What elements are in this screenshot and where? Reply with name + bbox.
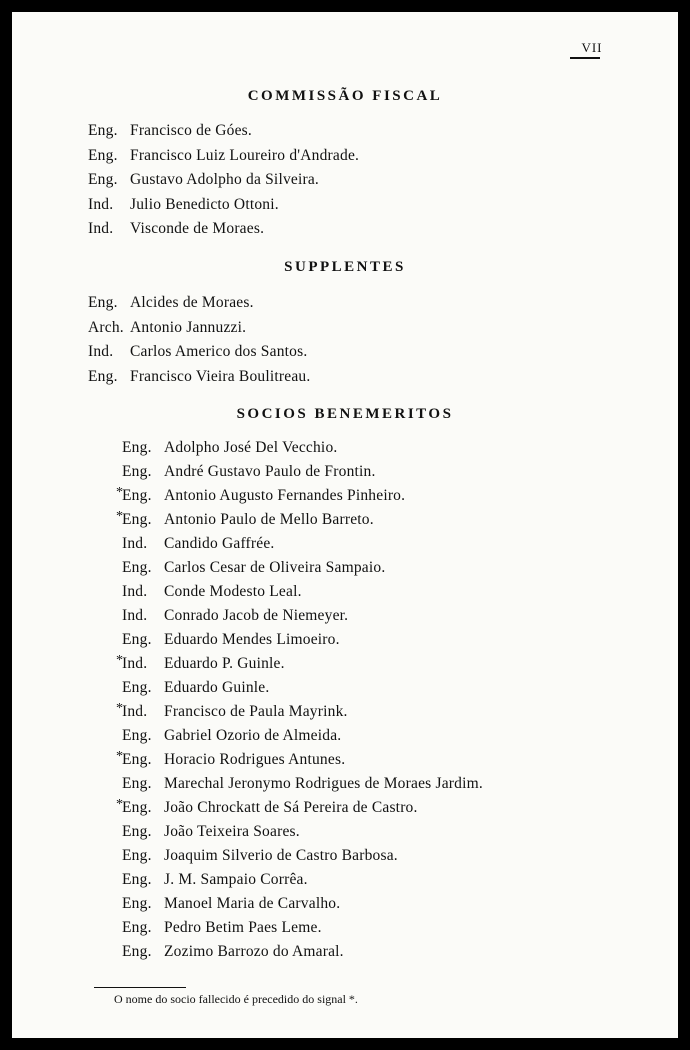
list-item xyxy=(116,653,285,673)
page-number: VII xyxy=(581,40,603,55)
member-name: Alcides de Moraes. xyxy=(130,294,254,311)
footnote-rule xyxy=(94,987,186,988)
list-item xyxy=(122,823,300,841)
list-item xyxy=(122,727,341,745)
list-item xyxy=(116,485,406,505)
title-prefix: Eng. xyxy=(88,294,118,311)
member-name: André Gustavo Paulo de Frontin. xyxy=(164,463,376,480)
member-name: Gustavo Adolpho da Silveira. xyxy=(130,171,319,189)
title-prefix: Ind. xyxy=(122,607,148,624)
member-name: J. M. Sampaio Corrêa. xyxy=(164,871,308,888)
member-name: Visconde de Moraes. xyxy=(130,220,265,238)
member-name: Gabriel Ozorio de Almeida. xyxy=(164,727,342,744)
list-item xyxy=(122,583,302,601)
member-name: Francisco de Paula Mayrink. xyxy=(164,703,348,720)
title-prefix: Eng. xyxy=(122,679,152,696)
list-item xyxy=(122,871,308,889)
list-item xyxy=(88,122,252,140)
list-item xyxy=(88,368,310,386)
title-prefix: Ind. xyxy=(88,220,114,238)
title-prefix: Eng. xyxy=(88,367,118,385)
deceased-marker: * xyxy=(116,797,124,812)
member-name: João Chrockatt de Sá Pereira de Castro. xyxy=(164,799,418,816)
list-item xyxy=(88,147,359,165)
list-item xyxy=(116,749,346,769)
title-prefix: Eng. xyxy=(122,727,152,744)
list-item xyxy=(88,171,319,189)
member-name: João Teixeira Soares. xyxy=(164,823,300,840)
deceased-marker: * xyxy=(116,653,124,668)
list-item xyxy=(122,895,340,913)
title-prefix: Eng. xyxy=(122,871,152,888)
title-prefix: Eng. xyxy=(122,919,152,936)
list-item xyxy=(122,943,344,961)
list-item xyxy=(122,775,483,793)
title-prefix: Arch. xyxy=(88,318,124,336)
member-name: Zozimo Barrozo do Amaral. xyxy=(164,943,344,960)
deceased-marker: * xyxy=(116,485,124,500)
member-name: Carlos Cesar de Oliveira Sampaio. xyxy=(164,559,386,576)
list-item xyxy=(88,343,307,361)
member-name: Joaquim Silverio de Castro Barbosa. xyxy=(164,847,398,864)
title-prefix: Ind. xyxy=(88,343,114,361)
title-prefix: Ind. xyxy=(122,703,148,720)
list-item xyxy=(116,509,374,529)
deceased-marker: * xyxy=(116,701,124,716)
title-prefix: Ind. xyxy=(122,583,148,600)
member-name: Francisco de Góes. xyxy=(130,122,252,139)
title-prefix: Eng. xyxy=(122,487,152,504)
member-name: Carlos Americo dos Santos. xyxy=(130,343,308,361)
list-item xyxy=(88,196,279,214)
title-prefix: Eng. xyxy=(122,631,152,648)
title-prefix: Ind. xyxy=(88,195,114,213)
member-name: Antonio Paulo de Mello Barreto. xyxy=(164,511,374,528)
deceased-marker: * xyxy=(116,509,124,524)
list-item xyxy=(122,847,398,865)
heading-supplentes: SUPPLENTES xyxy=(284,259,406,275)
member-name: Antonio Jannuzzi. xyxy=(130,318,247,336)
title-prefix: Eng. xyxy=(122,751,152,768)
member-name: Conrado Jacob de Niemeyer. xyxy=(164,607,349,624)
title-prefix: Ind. xyxy=(122,655,148,672)
title-prefix: Ind. xyxy=(122,535,148,552)
list-item xyxy=(122,607,348,625)
member-name: Marechal Jeronymo Rodrigues de Moraes Jardim. xyxy=(164,775,483,792)
title-prefix: Eng. xyxy=(122,895,152,912)
title-prefix: Eng. xyxy=(88,146,118,164)
list-item xyxy=(88,319,246,337)
list-item xyxy=(88,220,264,238)
member-name: Pedro Betim Paes Leme. xyxy=(164,919,322,936)
deceased-marker: * xyxy=(116,749,124,764)
title-prefix: Eng. xyxy=(122,943,152,960)
title-prefix: Eng. xyxy=(122,511,152,528)
list-item xyxy=(116,701,348,721)
member-name: Candido Gaffrée. xyxy=(164,535,275,552)
member-name: Manoel Maria de Carvalho. xyxy=(164,895,341,912)
document-page xyxy=(12,12,678,1038)
member-name: Adolpho José Del Vecchio. xyxy=(164,439,338,456)
member-name: Julio Benedicto Ottoni. xyxy=(130,195,279,213)
title-prefix: Eng. xyxy=(122,463,152,480)
heading-commissao-fiscal: COMMISSÃO FISCAL xyxy=(247,88,443,104)
list-item xyxy=(122,463,376,481)
title-prefix: Eng. xyxy=(88,171,118,189)
title-prefix: Eng. xyxy=(122,799,152,816)
title-prefix: Eng. xyxy=(88,122,118,139)
member-name: Eduardo Guinle. xyxy=(164,679,270,696)
title-prefix: Eng. xyxy=(122,823,152,840)
member-name: Francisco Vieira Boulitreau. xyxy=(130,367,311,385)
member-name: Eduardo Mendes Limoeiro. xyxy=(164,631,340,648)
list-item xyxy=(122,679,269,697)
title-prefix: Eng. xyxy=(122,439,152,456)
list-item xyxy=(122,631,340,649)
member-name: Antonio Augusto Fernandes Pinheiro. xyxy=(164,487,406,504)
title-prefix: Eng. xyxy=(122,775,152,792)
member-name: Horacio Rodrigues Antunes. xyxy=(164,751,346,768)
list-item xyxy=(116,797,418,817)
member-name: Francisco Luiz Loureiro d'Andrade. xyxy=(130,146,360,164)
list-item xyxy=(122,919,322,937)
heading-socios-benemeritos: SOCIOS BENEMERITOS xyxy=(236,406,454,422)
member-name: Conde Modesto Leal. xyxy=(164,583,302,600)
member-name: Eduardo P. Guinle. xyxy=(164,655,285,672)
footnote: O nome do socio fallecido é precedido do signal *. xyxy=(114,992,358,1006)
list-item xyxy=(122,535,275,553)
list-item xyxy=(88,294,254,312)
list-item xyxy=(122,559,385,577)
title-prefix: Eng. xyxy=(122,847,152,864)
page-number-rule xyxy=(570,57,600,59)
title-prefix: Eng. xyxy=(122,559,152,576)
list-item xyxy=(122,439,337,457)
